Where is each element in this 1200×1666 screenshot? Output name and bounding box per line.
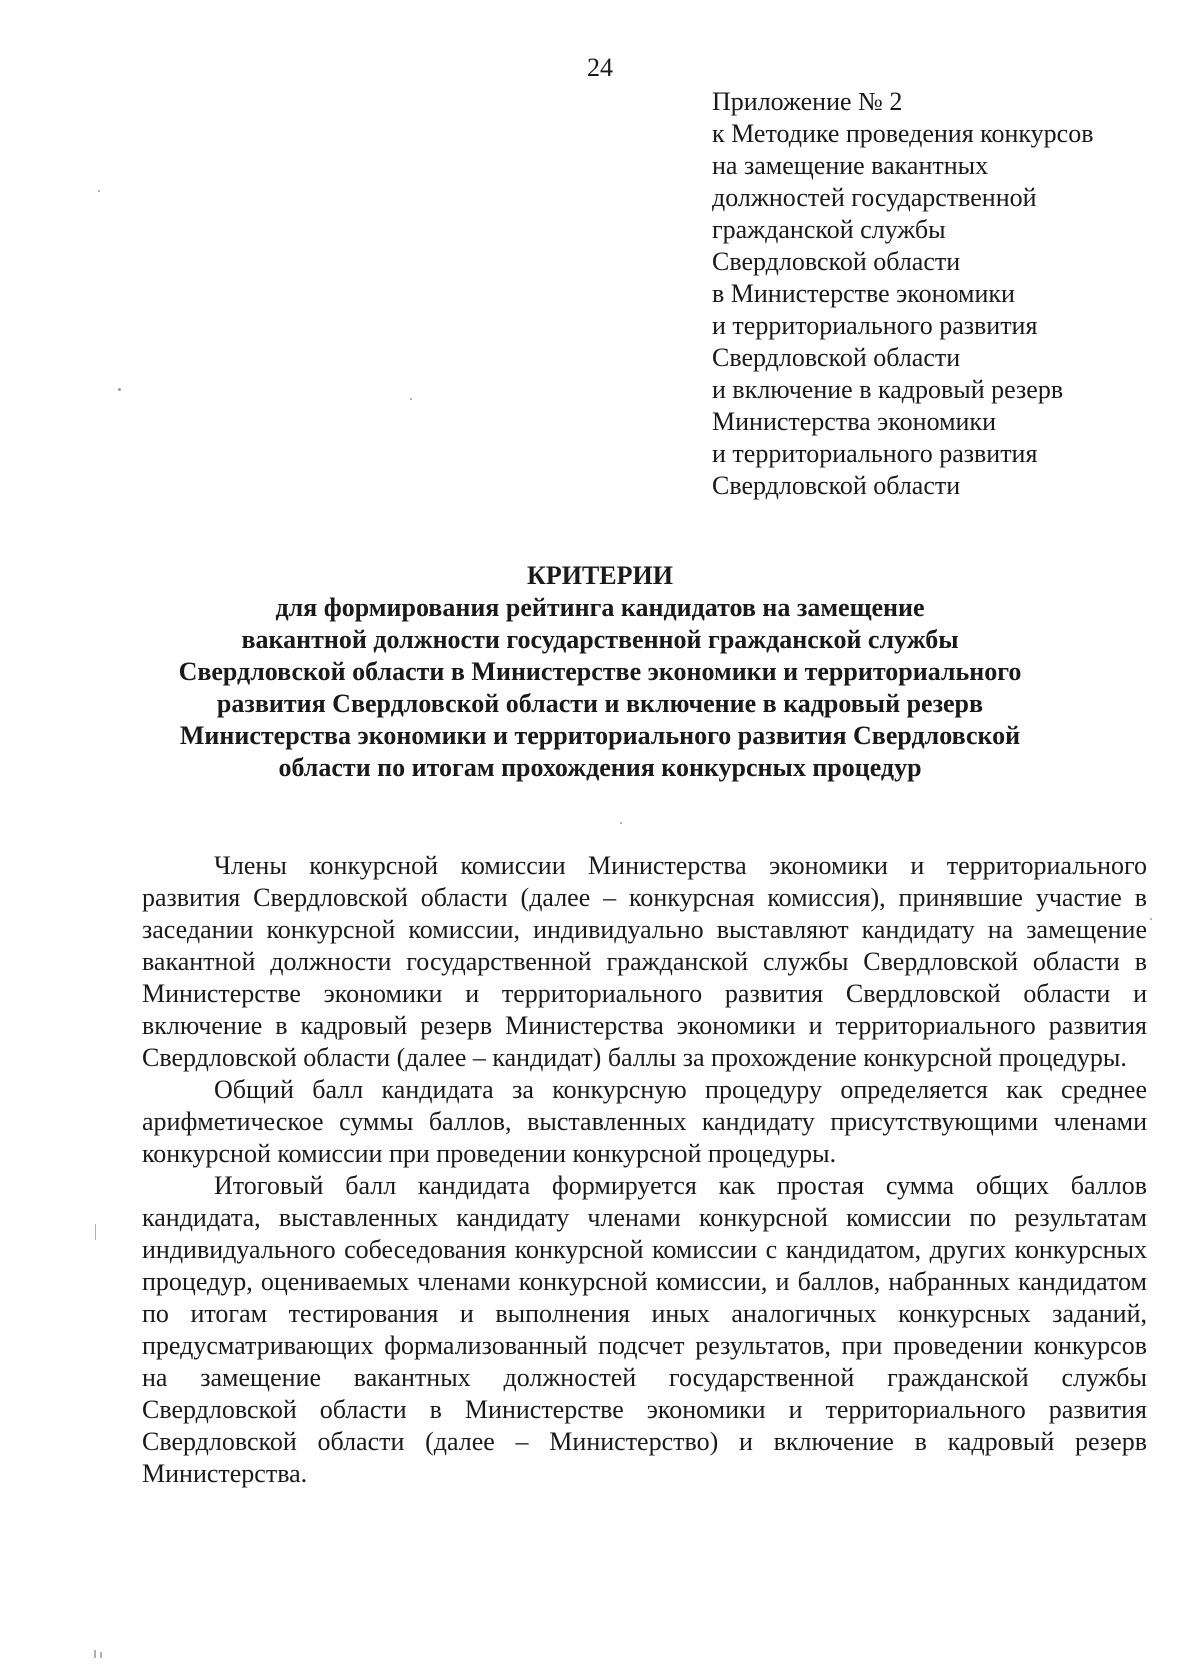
- appendix-line: на замещение вакантных: [712, 151, 989, 180]
- appendix-line: в Министерстве экономики: [712, 279, 1015, 308]
- document-subtitle-line: Свердловской области в Министерстве экономики и территориального: [178, 657, 1022, 686]
- document-subtitle-line: вакантной должности государственной гражданской службы: [241, 625, 959, 654]
- document-title: КРИТЕРИИ: [527, 561, 673, 590]
- scan-speck: [620, 822, 622, 824]
- document-heading: [100, 560, 1100, 784]
- document-subtitle-line: Министерства экономики и территориального развития Свердловской: [179, 721, 1021, 750]
- appendix-line: Свердловской области: [712, 471, 961, 500]
- page-number: 24: [587, 53, 613, 82]
- body-paragraph: Итоговый балл кандидата формируется как простая сумма общих баллов кандидата, выставленных кандидату членами конкурсной комиссии по результатам индивидуального собеседования конкурсной комиссии с кандидатом, других конкурсных процедур, оцениваемых членами конкурсной комиссии, и баллов, набранных кандидатом по итогам тестирования и выполнения иных аналогичных конкурсных заданий, предусматривающих формализованный подсчет результатов, при проведении конкурсов на замещение вакантных должностей государственной гражданской службы Свердловской области в Министерстве экономики и территориального развития Свердловской области (далее – Министерство) и включение в кадровый резерв Министерства.: [142, 1171, 1147, 1488]
- document-body: [142, 850, 1147, 1490]
- scan-speck: [118, 388, 121, 391]
- appendix-line: и территориального развития: [712, 439, 1038, 468]
- appendix-line: и включение в кадровый резерв: [712, 375, 1064, 404]
- scan-speck: [98, 190, 100, 192]
- scan-speck: [1150, 918, 1152, 920]
- appendix-line: и территориального развития: [712, 311, 1038, 340]
- body-paragraph: Общий балл кандидата за конкурсную процедуру определяется как среднее арифметическое суммы баллов, выставленных кандидату присутствующими членами конкурсной комиссии при проведении конкурсной процедуры.: [142, 1075, 1147, 1168]
- body-paragraph: Члены конкурсной комиссии Министерства экономики и территориального развития Свердловской области (далее – конкурсная комиссия), принявшие участие в заседании конкурсной комиссии, индивидуально выставляют кандидату на замещение вакантной должности государственной гражданской службы Свердловской области в Министерстве экономики и территориального развития Свердловской области и включение в кадровый резерв Министерства экономики и территориального развития Свердловской области (далее – кандидат) баллы за прохождение конкурсной процедуры.: [142, 851, 1147, 1072]
- scan-mark: [95, 1224, 96, 1240]
- appendix-line: гражданской службы: [712, 215, 946, 244]
- scan-mark: [100, 1652, 102, 1658]
- appendix-line: должностей государственной: [712, 183, 1037, 212]
- document-subtitle-line: для формирования рейтинга кандидатов на замещение: [275, 593, 925, 622]
- appendix-line: Свердловской области: [712, 247, 961, 276]
- scan-mark: [94, 1650, 96, 1658]
- appendix-reference-block: [712, 86, 1182, 502]
- appendix-line: к Методике проведения конкурсов: [712, 119, 1094, 148]
- scan-speck: [410, 398, 412, 400]
- document-subtitle-line: развития Свердловской области и включение в кадровый резерв: [216, 689, 984, 718]
- appendix-line: Министерства экономики: [712, 407, 996, 436]
- appendix-line: Приложение № 2: [712, 87, 903, 116]
- document-subtitle-line: области по итогам прохождения конкурсных процедур: [278, 753, 922, 782]
- appendix-line: Свердловской области: [712, 343, 961, 372]
